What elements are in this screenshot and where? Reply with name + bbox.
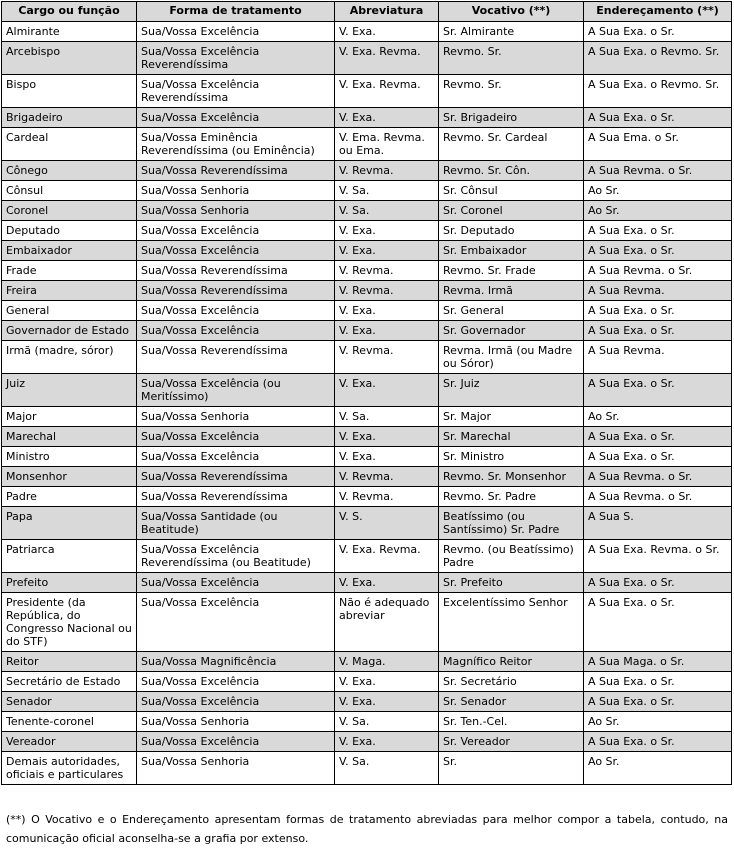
header-cargo: Cargo ou função — [2, 2, 137, 22]
cell-enderecamento: A Sua Exa. o Sr. — [584, 672, 732, 692]
table-body — [2, 22, 732, 785]
cell-vocativo: Sr. Juiz — [439, 374, 584, 407]
cell-enderecamento: Ao Sr. — [584, 181, 732, 201]
cell-cargo: Cardeal — [2, 128, 137, 161]
cell-forma: Sua/Vossa Santidade (ou Beatitude) — [137, 507, 335, 540]
cell-cargo: Arcebispo — [2, 42, 137, 75]
cell-abreviatura: V. Revma. — [335, 281, 439, 301]
cell-enderecamento: A Sua Exa. o Revmo. Sr. — [584, 42, 732, 75]
cell-forma: Sua/Vossa Senhoria — [137, 407, 335, 427]
cell-cargo: Senador — [2, 692, 137, 712]
table-row — [2, 593, 732, 652]
table-row — [2, 341, 732, 374]
table-row — [2, 692, 732, 712]
table-row — [2, 374, 732, 407]
cell-vocativo: Sr. — [439, 752, 584, 785]
cell-vocativo: Revmo. Sr. Côn. — [439, 161, 584, 181]
cell-cargo: Embaixador — [2, 241, 137, 261]
cell-abreviatura: V. Exa. Revma. — [335, 42, 439, 75]
cell-abreviatura: V. Exa. — [335, 241, 439, 261]
cell-vocativo: Beatíssimo (ou Santíssimo) Sr. Padre — [439, 507, 584, 540]
cell-abreviatura: V. Exa. — [335, 321, 439, 341]
header-forma: Forma de tratamento — [137, 2, 335, 22]
cell-abreviatura: V. Exa. Revma. — [335, 540, 439, 573]
cell-enderecamento: A Sua Revma. o Sr. — [584, 261, 732, 281]
table-row — [2, 652, 732, 672]
table-row — [2, 108, 732, 128]
cell-abreviatura: V. Sa. — [335, 712, 439, 732]
cell-enderecamento: Ao Sr. — [584, 712, 732, 732]
header-enderecamento: Endereçamento (**) — [584, 2, 732, 22]
cell-vocativo: Sr. Secretário — [439, 672, 584, 692]
cell-abreviatura: V. Exa. — [335, 221, 439, 241]
table-row — [2, 321, 732, 341]
table-row — [2, 128, 732, 161]
cell-cargo: Cônsul — [2, 181, 137, 201]
cell-cargo: Brigadeiro — [2, 108, 137, 128]
table-row — [2, 75, 732, 108]
cell-abreviatura: V. Revma. — [335, 261, 439, 281]
cell-forma: Sua/Vossa Eminência Reverendíssima (ou Eminência) — [137, 128, 335, 161]
cell-abreviatura: V. Exa. — [335, 672, 439, 692]
cell-vocativo: Revma. Irmã — [439, 281, 584, 301]
cell-abreviatura: V. Exa. — [335, 301, 439, 321]
cell-forma: Sua/Vossa Excelência — [137, 447, 335, 467]
cell-vocativo: Sr. Almirante — [439, 22, 584, 42]
table-row — [2, 181, 732, 201]
cell-abreviatura: V. Exa. — [335, 22, 439, 42]
cell-abreviatura: V. Exa. — [335, 573, 439, 593]
cell-vocativo: Revmo. (ou Beatíssimo) Padre — [439, 540, 584, 573]
cell-forma: Sua/Vossa Excelência — [137, 301, 335, 321]
cell-cargo: Coronel — [2, 201, 137, 221]
table-header-row — [2, 2, 732, 22]
cell-enderecamento: A Sua Revma. o Sr. — [584, 161, 732, 181]
cell-vocativo: Sr. Ten.-Cel. — [439, 712, 584, 732]
cell-forma: Sua/Vossa Reverendíssima — [137, 261, 335, 281]
cell-abreviatura: V. Exa. — [335, 732, 439, 752]
cell-cargo: Demais autoridades, oficiais e particulares — [2, 752, 137, 785]
cell-vocativo: Revmo. Sr. — [439, 75, 584, 108]
forms-of-address-table — [1, 1, 732, 785]
cell-enderecamento: A Sua Revma. — [584, 341, 732, 374]
cell-vocativo: Revmo. Sr. Frade — [439, 261, 584, 281]
cell-enderecamento: A Sua Exa. o Sr. — [584, 221, 732, 241]
cell-vocativo: Revmo. Sr. — [439, 42, 584, 75]
cell-vocativo: Revma. Irmã (ou Madre ou Sóror) — [439, 341, 584, 374]
cell-cargo: Vereador — [2, 732, 137, 752]
cell-forma: Sua/Vossa Excelência (ou Meritíssimo) — [137, 374, 335, 407]
cell-abreviatura: V. Exa. — [335, 374, 439, 407]
cell-vocativo: Sr. Prefeito — [439, 573, 584, 593]
header-vocativo: Vocativo (**) — [439, 2, 584, 22]
cell-cargo: Marechal — [2, 427, 137, 447]
cell-enderecamento: A Sua Exa. o Sr. — [584, 427, 732, 447]
cell-abreviatura: V. Sa. — [335, 181, 439, 201]
cell-abreviatura: V. Exa. — [335, 427, 439, 447]
table-row — [2, 201, 732, 221]
cell-vocativo: Sr. Major — [439, 407, 584, 427]
cell-vocativo: Sr. Vereador — [439, 732, 584, 752]
table-row — [2, 261, 732, 281]
cell-cargo: Bispo — [2, 75, 137, 108]
table-row — [2, 752, 732, 785]
cell-enderecamento: A Sua Revma. — [584, 281, 732, 301]
cell-abreviatura: V. Maga. — [335, 652, 439, 672]
cell-enderecamento: A Sua Exa. o Sr. — [584, 241, 732, 261]
cell-enderecamento: A Sua Exa. o Sr. — [584, 692, 732, 712]
cell-vocativo: Sr. Deputado — [439, 221, 584, 241]
cell-vocativo: Magnífico Reitor — [439, 652, 584, 672]
cell-vocativo: Revmo. Sr. Monsenhor — [439, 467, 584, 487]
cell-enderecamento: A Sua Revma. o Sr. — [584, 487, 732, 507]
cell-cargo: Irmã (madre, sóror) — [2, 341, 137, 374]
cell-cargo: Papa — [2, 507, 137, 540]
cell-cargo: Juiz — [2, 374, 137, 407]
cell-vocativo: Revmo. Sr. Padre — [439, 487, 584, 507]
cell-forma: Sua/Vossa Senhoria — [137, 712, 335, 732]
footnote: (**) O Vocativo e o Endereçamento apresentam formas de tratamento abreviadas para melhor compor a tabela, contudo, na comunicação oficial aconselha-se a grafia por extenso. — [6, 813, 728, 845]
table-row — [2, 540, 732, 573]
cell-forma: Sua/Vossa Excelência — [137, 108, 335, 128]
cell-vocativo: Sr. Embaixador — [439, 241, 584, 261]
cell-forma: Sua/Vossa Reverendíssima — [137, 467, 335, 487]
cell-abreviatura: V. Sa. — [335, 752, 439, 785]
cell-vocativo: Sr. General — [439, 301, 584, 321]
cell-enderecamento: A Sua Exa. o Sr. — [584, 573, 732, 593]
cell-cargo: Padre — [2, 487, 137, 507]
cell-enderecamento: A Sua Revma. o Sr. — [584, 467, 732, 487]
table-row — [2, 221, 732, 241]
cell-vocativo: Sr. Senador — [439, 692, 584, 712]
cell-enderecamento: Ao Sr. — [584, 407, 732, 427]
cell-forma: Sua/Vossa Excelência Reverendíssima — [137, 75, 335, 108]
cell-forma: Sua/Vossa Excelência — [137, 672, 335, 692]
table-row — [2, 22, 732, 42]
cell-enderecamento: Ao Sr. — [584, 752, 732, 785]
cell-abreviatura: V. Revma. — [335, 467, 439, 487]
cell-forma: Sua/Vossa Reverendíssima — [137, 341, 335, 374]
table-row — [2, 447, 732, 467]
cell-enderecamento: A Sua Exa. Revma. o Sr. — [584, 540, 732, 573]
cell-enderecamento: A Sua Exa. o Sr. — [584, 732, 732, 752]
cell-forma: Sua/Vossa Reverendíssima — [137, 161, 335, 181]
cell-enderecamento: A Sua S. — [584, 507, 732, 540]
cell-forma: Sua/Vossa Excelência Reverendíssima (ou Beatitude) — [137, 540, 335, 573]
cell-forma: Sua/Vossa Excelência — [137, 593, 335, 652]
cell-enderecamento: A Sua Maga. o Sr. — [584, 652, 732, 672]
cell-forma: Sua/Vossa Excelência Reverendíssima — [137, 42, 335, 75]
cell-cargo: Almirante — [2, 22, 137, 42]
cell-vocativo: Sr. Cônsul — [439, 181, 584, 201]
cell-cargo: Frade — [2, 261, 137, 281]
cell-cargo: Monsenhor — [2, 467, 137, 487]
cell-vocativo: Sr. Ministro — [439, 447, 584, 467]
cell-cargo: Governador de Estado — [2, 321, 137, 341]
table-row — [2, 281, 732, 301]
table-row — [2, 301, 732, 321]
cell-enderecamento: A Sua Exa. o Sr. — [584, 593, 732, 652]
cell-forma: Sua/Vossa Excelência — [137, 321, 335, 341]
cell-cargo: Freira — [2, 281, 137, 301]
cell-vocativo: Excelentíssimo Senhor — [439, 593, 584, 652]
cell-enderecamento: A Sua Exa. o Sr. — [584, 108, 732, 128]
cell-enderecamento: A Sua Exa. o Sr. — [584, 22, 732, 42]
cell-forma: Sua/Vossa Excelência — [137, 573, 335, 593]
cell-abreviatura: V. Exa. — [335, 447, 439, 467]
cell-cargo: Presidente (da República, do Congresso Nacional ou do STF) — [2, 593, 137, 652]
cell-cargo: Reitor — [2, 652, 137, 672]
table-row — [2, 241, 732, 261]
cell-enderecamento: Ao Sr. — [584, 201, 732, 221]
table-row — [2, 161, 732, 181]
cell-cargo: Major — [2, 407, 137, 427]
cell-abreviatura: V. Revma. — [335, 341, 439, 374]
cell-enderecamento: A Sua Exa. o Sr. — [584, 321, 732, 341]
cell-vocativo: Revmo. Sr. Cardeal — [439, 128, 584, 161]
cell-abreviatura: V. Ema. Revma. ou Ema. — [335, 128, 439, 161]
cell-cargo: Ministro — [2, 447, 137, 467]
cell-forma: Sua/Vossa Excelência — [137, 241, 335, 261]
cell-abreviatura: V. Revma. — [335, 487, 439, 507]
cell-forma: Sua/Vossa Excelência — [137, 221, 335, 241]
cell-forma: Sua/Vossa Excelência — [137, 732, 335, 752]
cell-forma: Sua/Vossa Excelência — [137, 692, 335, 712]
cell-abreviatura: V. Exa. — [335, 692, 439, 712]
cell-vocativo: Sr. Governador — [439, 321, 584, 341]
table-row — [2, 427, 732, 447]
cell-abreviatura: V. S. — [335, 507, 439, 540]
cell-cargo: Deputado — [2, 221, 137, 241]
cell-cargo: General — [2, 301, 137, 321]
table-row — [2, 42, 732, 75]
cell-abreviatura: V. Sa. — [335, 407, 439, 427]
cell-forma: Sua/Vossa Excelência — [137, 22, 335, 42]
cell-abreviatura: V. Revma. — [335, 161, 439, 181]
cell-vocativo: Sr. Coronel — [439, 201, 584, 221]
cell-enderecamento: A Sua Ema. o Sr. — [584, 128, 732, 161]
cell-cargo: Secretário de Estado — [2, 672, 137, 692]
cell-enderecamento: A Sua Exa. o Sr. — [584, 301, 732, 321]
table-row — [2, 732, 732, 752]
cell-cargo: Patriarca — [2, 540, 137, 573]
table-row — [2, 712, 732, 732]
table-row — [2, 672, 732, 692]
cell-forma: Sua/Vossa Excelência — [137, 427, 335, 447]
cell-forma: Sua/Vossa Senhoria — [137, 201, 335, 221]
cell-enderecamento: A Sua Exa. o Sr. — [584, 447, 732, 467]
cell-cargo: Tenente-coronel — [2, 712, 137, 732]
cell-forma: Sua/Vossa Senhoria — [137, 752, 335, 785]
cell-forma: Sua/Vossa Senhoria — [137, 181, 335, 201]
table-row — [2, 467, 732, 487]
cell-forma: Sua/Vossa Magnificência — [137, 652, 335, 672]
header-abreviatura: Abreviatura — [335, 2, 439, 22]
cell-abreviatura: V. Exa. — [335, 108, 439, 128]
cell-cargo: Cônego — [2, 161, 137, 181]
cell-forma: Sua/Vossa Reverendíssima — [137, 281, 335, 301]
table-row — [2, 573, 732, 593]
cell-vocativo: Sr. Brigadeiro — [439, 108, 584, 128]
cell-vocativo: Sr. Marechal — [439, 427, 584, 447]
table-row — [2, 407, 732, 427]
cell-enderecamento: A Sua Exa. o Revmo. Sr. — [584, 75, 732, 108]
cell-cargo: Prefeito — [2, 573, 137, 593]
table-row — [2, 487, 732, 507]
cell-abreviatura: V. Sa. — [335, 201, 439, 221]
cell-enderecamento: A Sua Exa. o Sr. — [584, 374, 732, 407]
cell-abreviatura: Não é adequado abreviar — [335, 593, 439, 652]
cell-forma: Sua/Vossa Reverendíssima — [137, 487, 335, 507]
table-row — [2, 507, 732, 540]
cell-abreviatura: V. Exa. Revma. — [335, 75, 439, 108]
